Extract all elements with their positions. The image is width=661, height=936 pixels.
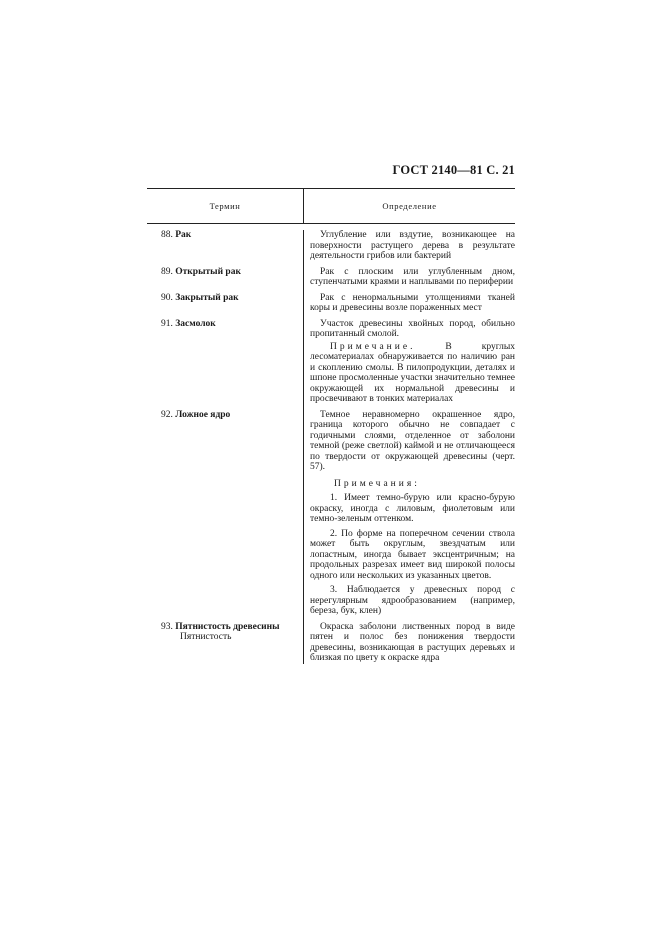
term-name: Открытый рак [175, 266, 241, 277]
table-row [147, 410, 515, 617]
term-number: 90. [161, 292, 173, 303]
definition-cell [300, 230, 515, 262]
term-number: 88. [161, 230, 173, 240]
note-label: Примечание. [330, 341, 416, 352]
definition-cell [300, 622, 515, 664]
term-cell [147, 293, 300, 314]
note-item: 2. По форме на поперечном сечении ствола может быть округлым, звездчатым или лопастным, иногда бывает эксцентричным; на продольных разрезах имеет вид широкой полосы одного или нескольких из указанных цветов. [310, 528, 515, 581]
definition-text: Участок древесины хвойных пород, обильно пропитанный смолой. [310, 318, 515, 339]
note-text: В круглых лесоматериалах обнаруживается по наличию ран и скоплению смолы. В пилопродукции, деталях и шпоне просмоленные участки значительно темнее окружающей их нормальной древесины и просвечивают в тонких материалах [310, 341, 515, 404]
term-name: Засмолок [175, 318, 216, 329]
term-cell [147, 319, 300, 405]
definition-cell [300, 319, 515, 405]
note-item: 1. Имеет темно-бурую или красно-бурую окраску, иногда с лиловым, фиолетовым или темно-зеленым оттенком. [310, 493, 515, 524]
definition-text: Окраска заболони лиственных пород в виде пятен и полос без понижения твердости древесины, возникающая в растущих деревьях и близкая по цвету к окраске ядра [310, 621, 515, 663]
term-number: 92. [161, 409, 173, 420]
terms-table [147, 188, 515, 664]
definition-text: Рак с плоским или углубленным дном, ступенчатыми краями и наплывами по периферии [310, 266, 515, 287]
table-row [147, 230, 515, 262]
notes-heading: Примечания: [334, 478, 420, 489]
definition-cell [300, 410, 515, 617]
term-cell [147, 622, 300, 664]
definition-text: Рак с ненормальными утолщениями тканей коры и древесины возле пораженных мест [310, 292, 515, 313]
column-header-term: Термин [147, 189, 304, 223]
definition-cell [300, 293, 515, 314]
table-row [147, 622, 515, 664]
table-row [147, 293, 515, 314]
note-paragraph [310, 342, 515, 405]
definition-cell [300, 267, 515, 288]
term-cell [147, 410, 300, 617]
term-number: 91. [161, 318, 173, 329]
term-name: Пятнистость древесины [175, 621, 280, 632]
term-cell [147, 267, 300, 288]
definition-text: Углубление или вздутие, возникающее на поверхности растущего дерева в результате деятельности грибов или бактерий [310, 230, 515, 261]
note-item: 3. Наблюдается у древесных пород с нерегулярным ядрообразованием (например, береза, бук, клен) [310, 585, 515, 616]
table-body [147, 230, 515, 664]
term-number: 89. [161, 266, 173, 277]
term-cell [147, 230, 300, 262]
table-header-row [147, 188, 515, 224]
term-number: 93. [161, 621, 173, 632]
page-header: ГОСТ 2140—81 С. 21 [392, 163, 515, 177]
term-name: Ложное ядро [175, 409, 231, 420]
term-name: Закрытый рак [175, 292, 239, 303]
definition-text: Темное неравномерно окрашенное ядро, граница которого обычно не совпадает с годичными слоями, отделенное от заболони темной (реже светлой) каймой и не отличающееся по твердости от окружающей древесины (черт. 57). [310, 409, 515, 472]
table-row [147, 267, 515, 288]
column-header-definition: Определение [382, 201, 437, 211]
term-synonym: Пятнистость [180, 632, 232, 642]
term-name: Рак [175, 230, 192, 240]
table-row [147, 319, 515, 405]
